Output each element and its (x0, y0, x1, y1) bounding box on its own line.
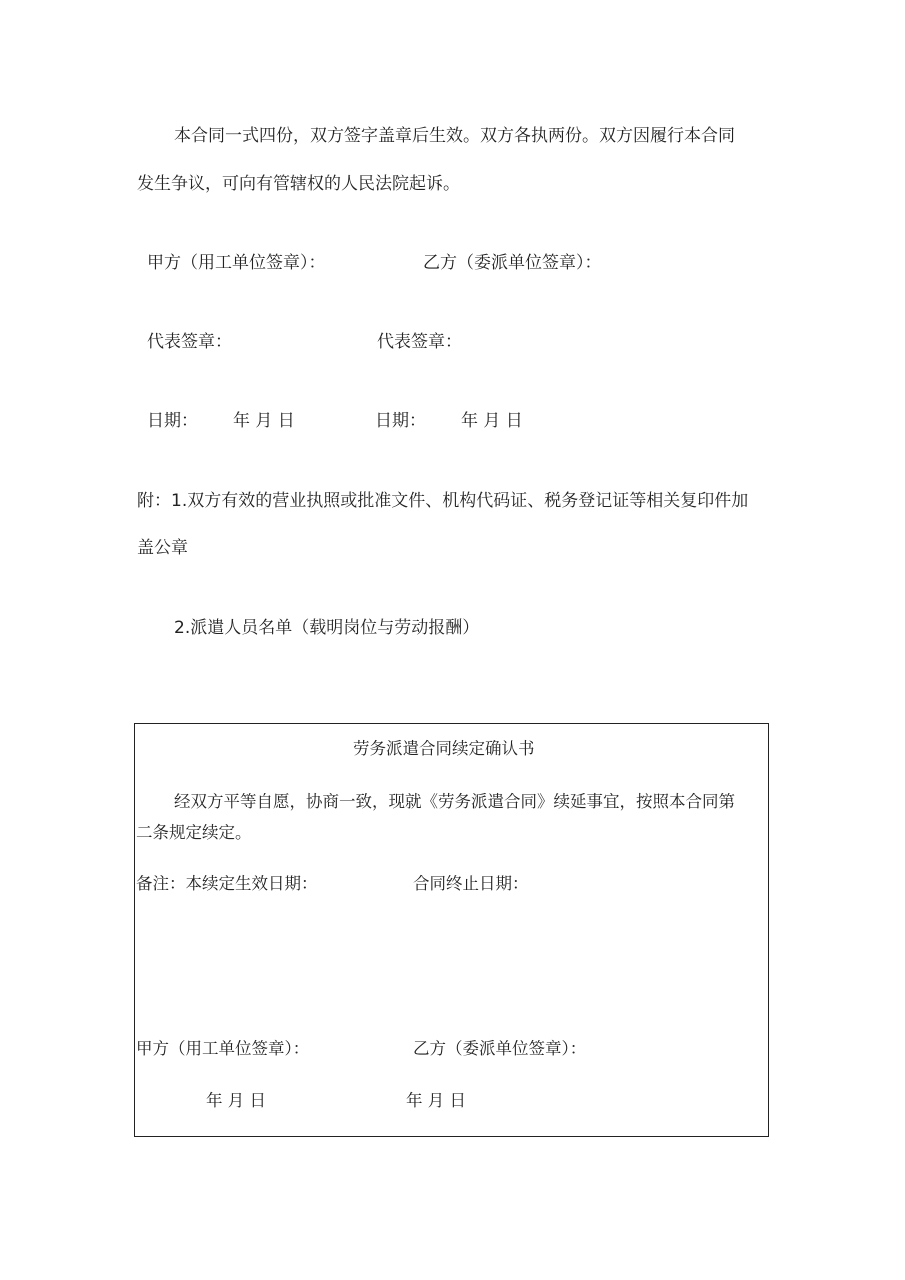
renewal-body-line: 二条规定续定。 (136, 823, 252, 842)
renewal-party-a-signature: 甲方（用工单位签章）： (136, 1039, 310, 1058)
paragraph-line: 发生争议，可向有管辖权的人民法院起诉。 (137, 174, 460, 194)
renewal-effective-date-label: 备注：本续定生效日期： (136, 874, 318, 893)
renewal-body-line: 经双方平等自愿，协商一致，现就《劳务派遣合同》续延事宜，按照本合同第 (174, 792, 735, 811)
renewal-date-a: 年 月 日 (206, 1091, 266, 1110)
attachment-line: 附：1.双方有效的营业执照或批准文件、机构代码证、税务登记证等相关复印件加 (137, 491, 749, 511)
attachment-line: 盖公章 (137, 538, 188, 558)
attachment-item: 2.派遣人员名单（载明岗位与劳动报酬） (174, 618, 480, 638)
date-value-b: 年 月 日 (461, 411, 523, 431)
date-label-b: 日期： (375, 411, 426, 431)
representative-signature-a: 代表签章： (147, 332, 232, 352)
renewal-party-b-signature: 乙方（委派单位签章）： (413, 1039, 587, 1058)
representative-signature-b: 代表签章： (377, 332, 462, 352)
contract-end-date-label: 合同终止日期： (413, 874, 529, 893)
date-label-a: 日期： (147, 411, 198, 431)
paragraph-line: 本合同一式四份，双方签字盖章后生效。双方各执两份。双方因履行本合同 (174, 126, 735, 146)
party-b-signature-label: 乙方（委派单位签章）： (423, 253, 602, 273)
renewal-title: 劳务派遣合同续定确认书 (353, 739, 535, 758)
party-a-signature-label: 甲方（用工单位签章）： (147, 253, 326, 273)
renewal-confirmation-box (134, 723, 769, 1137)
date-value-a: 年 月 日 (233, 411, 295, 431)
renewal-date-b: 年 月 日 (406, 1091, 466, 1110)
